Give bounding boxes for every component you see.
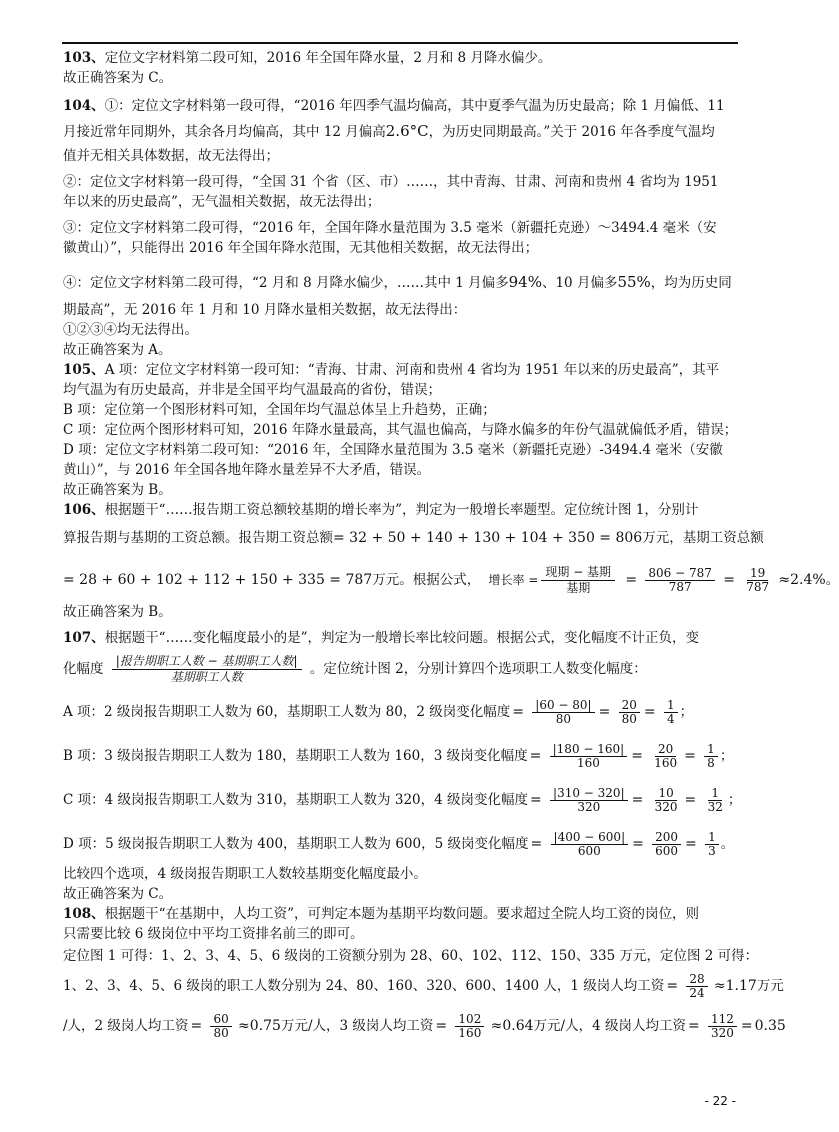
q108-f4-num: 112: [708, 1013, 737, 1027]
q107-answer: 故正确答案为 C。: [63, 886, 173, 902]
q108-value-2: ≈0.75: [238, 1018, 281, 1034]
q108-text-5a: /人，2 级岗人均工资: [63, 1018, 189, 1034]
q107-a-frac-2: [619, 699, 640, 726]
q107-d-n2: 200: [652, 831, 681, 845]
q108-value-3: ≈0.64: [490, 1018, 534, 1034]
q107-a-frac-1: [532, 699, 594, 726]
q107-c-n1: |310 − 320|: [550, 787, 628, 801]
q106-text-2b: 万元，基期工资总额: [642, 530, 764, 546]
q107-b-end: ；: [719, 748, 734, 764]
q105-line-3: B 项：定位第一个图形材料可知，全国年均气温总体呈上升趋势，正确；: [63, 402, 496, 418]
q104-percent-1: 94%: [508, 273, 542, 291]
q108-f2-den: 80: [213, 1026, 229, 1040]
q104-percent-2: 55%: [617, 273, 651, 291]
q107-a-frac-3: [664, 699, 678, 726]
q104-line-7: 徽黄山）”，只能得出 2016 年全国年降水范围，无其他相关数据，故无法得出；: [63, 240, 539, 256]
q107-d-d2: 600: [655, 844, 679, 858]
q104-text-8c: ，均为历史同: [650, 275, 732, 291]
q104-line-6: ③：定位文字材料第二段可得，“2016 年，全国年降水量范围为 3.5 毫米（新疆托克逊）～3494.4 毫米（安: [63, 220, 717, 236]
q106-report-sum: = 32 + 50 + 140 + 130 + 104 + 350 = 806: [333, 530, 643, 546]
q107-d-end: 。: [720, 836, 735, 852]
q108-line-5: /人，2 级岗人均工资 = $\frac{60}{80}$ ≈0.75万元/人，3 级岗人均工资 = $\frac{102}{160}$ ≈0.64万元/人，4 级岗人均工资 = $\frac{112}{320}$ = 0.35: [63, 1012, 786, 1040]
q107-c-end: ；: [727, 792, 742, 808]
q104-line-3: 值并无相关具体数据，故无法得出；: [63, 148, 279, 164]
q107-b-frac-1: [550, 743, 628, 770]
q103-line-1: [63, 48, 739, 68]
growth-rate-numerator: 现期 − 基期: [541, 565, 615, 581]
q104-text-8a: ④：定位文字材料第二段可得，“2 月和 8 月降水偏少，……其中 1 月偏多: [63, 275, 509, 291]
q104-line-9: 期最高”，无 2016 年 1 月和 10 月降水量相关数据，故无法得出：: [63, 302, 467, 318]
q105-line-1: [63, 360, 739, 380]
q107-c-d2: 320: [654, 800, 678, 814]
q105-number: 105、: [63, 362, 105, 378]
q103-number: 103、: [63, 50, 105, 66]
q104-answer: 故正确答案为 A。: [63, 342, 172, 358]
q108-text-5c: 万元/人，4 级岗人均工资: [533, 1018, 686, 1034]
q107-a-d3: 4: [666, 712, 675, 726]
q108-line-3: 定位图 1 可得：1、2、3、4、5、6 级岗的工资额分别为 28、60、102、112、150、335 万元，定位图 2 可得：: [63, 948, 759, 964]
q107-option-c-text: C 项：4 级岗报告期职工人数为 310，基期职工人数为 320，4 级岗变化幅度: [63, 792, 528, 808]
q107-option-c: C 项：4 级岗报告期职工人数为 310，基期职工人数为 320，4 级岗变化幅度 = $\frac{|310 - 320|}{320}$ = $\frac{10}{320}$ = $\frac{1}{32}$ ；: [63, 786, 742, 814]
q107-option-a: A 项：2 级岗报告期职工人数为 60，基期职工人数为 80，2 级岗变化幅度 = $\frac{|60 - 80|}{80}$ = $\frac{20}{80}$ = $\frac{1}{4}$ ；: [63, 698, 694, 726]
q106-fraction-1: [645, 567, 715, 594]
q107-a-d1: 80: [555, 712, 572, 726]
q105-line-2: 均气温为有历史最高，并非是全国平均气温最高的省份，错误；: [63, 382, 441, 398]
q107-c-d3: 32: [707, 800, 723, 814]
q108-line-4: 1、2、3、4、5、6 级岗的职工人数分别为 24、80、160、320、600、1400 人，1 级岗人均工资 = $\frac{28}{24}$ ≈1.17万元: [63, 972, 784, 1000]
q107-c-n2: 10: [655, 787, 676, 801]
q108-f1-num: 28: [686, 973, 707, 987]
q107-d-n3: 1: [705, 831, 719, 845]
growth-rate-denominator: 基期: [566, 581, 591, 595]
q107-option-b: B 项：3 级岗报告期职工人数为 180，基期职工人数为 160，3 级岗变化幅度 = $\frac{|180 - 160|}{160}$ = $\frac{20}{160}$ = $\frac{1}{8}$ ；: [63, 742, 734, 770]
header-rule: [62, 42, 738, 44]
q104-text-1: ①：定位文字材料第一段可得，“2016 年四季气温均偏高，其中夏季气温为历史最高；除 1 月偏低、11: [104, 98, 725, 114]
q104-text-2b: ，为历史同期最高。”关于 2016 年各季度气温均: [428, 124, 715, 140]
q107-b-n1: |180 − 160|: [550, 743, 628, 757]
q105-line-5: D 项：定位文字材料第二段可知：“2016 年，全国降水量范围为 3.5 毫米（新疆托克逊）-3494.4 毫米（安徽: [63, 442, 723, 458]
q106-f2-num: 19: [747, 567, 768, 581]
page-number: - 22 -: [704, 1094, 736, 1108]
q107-a-n3: 1: [664, 699, 678, 713]
q107-c-frac-1: [550, 787, 628, 814]
q106-text-2a: 算报告期与基期的工资总额。报告期工资总额: [63, 530, 333, 546]
q107-text-1: 根据题干“……变化幅度最小的是”，判定为一般增长率比较问题。根据公式，变化幅度不计正负，变: [104, 630, 699, 646]
change-rate-denominator: 基期职工人数: [170, 670, 243, 684]
q106-line-3: = 28 + 60 + 102 + 112 + 150 + 335 = 787万元。根据公式， 增长率 = $\frac{\text{现期 − 基期}}{\text{基期}}$ = $\frac{806 - 787}{787}$ = $\frac{19}{787}$ ≈2.4%。: [63, 565, 839, 595]
q107-number: 107、: [63, 630, 105, 646]
q106-f1-num: 806 − 787: [645, 567, 715, 581]
q105-text-1: A 项：定位文字材料第一段可知：“青海、甘肃、河南和贵州 4 省均为 1951 年以来的历史最高”，其平: [104, 362, 720, 378]
q107-b-n3: 1: [704, 743, 718, 757]
q107-a-d2: 80: [621, 712, 637, 726]
q108-line-2: 只需要比较 6 级岗位中平均工资排名前三的即可。: [63, 926, 364, 942]
q107-b-d2: 160: [654, 756, 678, 770]
q107-c-frac-3: [705, 787, 726, 814]
q106-line-1: [63, 500, 739, 520]
q104-temperature-value: 2.6°C: [385, 122, 429, 140]
q107-option-d-text: D 项：5 级岗报告期职工人数为 400，基期职工人数为 600，5 级岗变化幅度: [63, 836, 529, 852]
q108-frac-1: [686, 973, 707, 1000]
q103-answer: 故正确答案为 C。: [63, 70, 173, 86]
q108-value-4: 0.35: [754, 1018, 786, 1034]
q104-number: 104、: [63, 98, 105, 114]
q104-line-10: ①②③④均无法得出。: [63, 322, 198, 338]
q107-b-d1: 160: [576, 756, 600, 770]
q107-b-d3: 8: [707, 756, 715, 770]
q106-text-1: 根据题干“……报告期工资总额较基期的增长率为”，判定为一般增长率题型。定位统计图 1，分别计: [104, 502, 699, 518]
q104-line-8: [63, 264, 739, 300]
q108-f1-den: 24: [689, 986, 705, 1000]
q108-frac-3: [455, 1013, 484, 1040]
q106-fraction-2: [743, 567, 772, 594]
q108-number: 108、: [63, 906, 105, 922]
q108-text-5b: 万元/人，3 级岗人均工资: [280, 1018, 434, 1034]
q104-line-5: 年以来的历史最高”，无气温相关数据，故无法得出；: [63, 194, 381, 210]
q107-line-7: 比较四个选项，4 级岗报告期职工人数较基期变化幅度最小。: [63, 866, 427, 882]
q108-f3-den: 160: [458, 1026, 482, 1040]
q108-text-4a: 1、2、3、4、5、6 级岗的职工人数分别为 24、80、160、320、600、1400 人，1 级岗人均工资: [63, 978, 665, 994]
q106-number: 106、: [63, 502, 105, 518]
q107-d-n1: |400 − 600|: [551, 831, 629, 845]
q107-c-d1: 320: [577, 800, 601, 814]
q108-text-1: 根据题干“在基期中，人均工资”，可判定本题为基期平均数问题。要求超过全院人均工资的岗位，则: [104, 906, 699, 922]
q104-line-1: [63, 96, 739, 116]
change-rate-formula: [112, 654, 302, 685]
q107-line-1: [63, 628, 739, 648]
q108-frac-4: [708, 1013, 737, 1040]
q105-line-4: C 项：定位两个图形材料可知，2016 年降水量最高，其气温也偏高，与降水偏多的年份气温就偏低矛盾，错误；: [63, 422, 738, 438]
q107-d-d3: 3: [708, 844, 716, 858]
q107-a-n1: |60 − 80|: [532, 699, 594, 713]
q107-d-frac-1: [551, 831, 629, 858]
q107-b-frac-2: [651, 743, 680, 770]
q107-b-n2: 20: [655, 743, 676, 757]
q107-text-2a: 化幅度: [63, 661, 104, 677]
q106-base-sum: = 28 + 60 + 102 + 112 + 150 + 335 = 787: [63, 572, 373, 588]
q107-text-2b: 。定位统计图 2，分别计算四个选项职工人数变化幅度：: [309, 661, 647, 677]
q108-value-1: ≈1.17: [713, 978, 757, 994]
q107-line-2: [63, 650, 739, 688]
q104-text-2a: 月接近常年同期外，其余各月均偏高，其中 12 月偏高: [63, 124, 386, 140]
q107-option-d: D 项：5 级岗报告期职工人数为 400，基期职工人数为 600，5 级岗变化幅度 = $\frac{|400 - 600|}{600}$ = $\frac{200}{600}$ = $\frac{1}{3}$ 。: [63, 830, 735, 858]
q108-text-4b: 万元: [756, 978, 784, 994]
q106-text-3a: 万元。根据公式，: [372, 572, 481, 588]
answer-explanations: [63, 48, 839, 1046]
q107-a-n2: 20: [619, 699, 640, 713]
q107-d-frac-2: [652, 831, 681, 858]
q103-text: 定位文字材料第二段可知，2016 年全国年降水量，2 月和 8 月降水偏少。: [104, 50, 552, 66]
q108-f4-den: 320: [711, 1026, 734, 1040]
q106-f1-den: 787: [668, 580, 692, 594]
q106-f2-den: 787: [746, 580, 770, 594]
q107-a-end: ；: [679, 704, 694, 720]
q105-answer: 故正确答案为 B。: [63, 482, 172, 498]
q108-line-1: [63, 904, 739, 924]
q106-result: ≈2.4%: [778, 572, 826, 588]
q105-line-6: 黄山）”，与 2016 年全国各地年降水量差异不大矛盾，错误。: [63, 462, 431, 478]
q108-f3-num: 102: [455, 1013, 484, 1027]
q107-b-frac-3: [704, 743, 718, 770]
growth-rate-formula: [489, 565, 616, 596]
q104-line-2: [63, 116, 739, 146]
q107-d-d1: 600: [577, 844, 601, 858]
q104-text-8b: 、10 月偏多: [541, 275, 618, 291]
q107-c-frac-2: [652, 787, 681, 814]
growth-rate-label: 增长率 =: [488, 573, 539, 587]
q107-d-frac-3: [705, 831, 719, 858]
q108-frac-2: [210, 1013, 231, 1040]
q107-option-b-text: B 项：3 级岗报告期职工人数为 180，基期职工人数为 160，3 级岗变化幅度: [63, 748, 528, 764]
q107-c-n3: 1: [708, 787, 722, 801]
q104-line-4: ②：定位文字材料第一段可得，“全国 31 个省（区、市）……，其中青海、甘肃、河南和贵州 4 省均为 1951: [63, 174, 719, 190]
change-rate-numerator: |报告期职工人数 − 基期职工人数|: [112, 654, 302, 670]
q106-answer: 故正确答案为 B。: [63, 604, 172, 620]
q108-f2-num: 60: [210, 1013, 231, 1027]
q106-line-2: [63, 520, 764, 556]
q107-option-a-text: A 项：2 级岗报告期职工人数为 60，基期职工人数为 80，2 级岗变化幅度: [63, 704, 511, 720]
